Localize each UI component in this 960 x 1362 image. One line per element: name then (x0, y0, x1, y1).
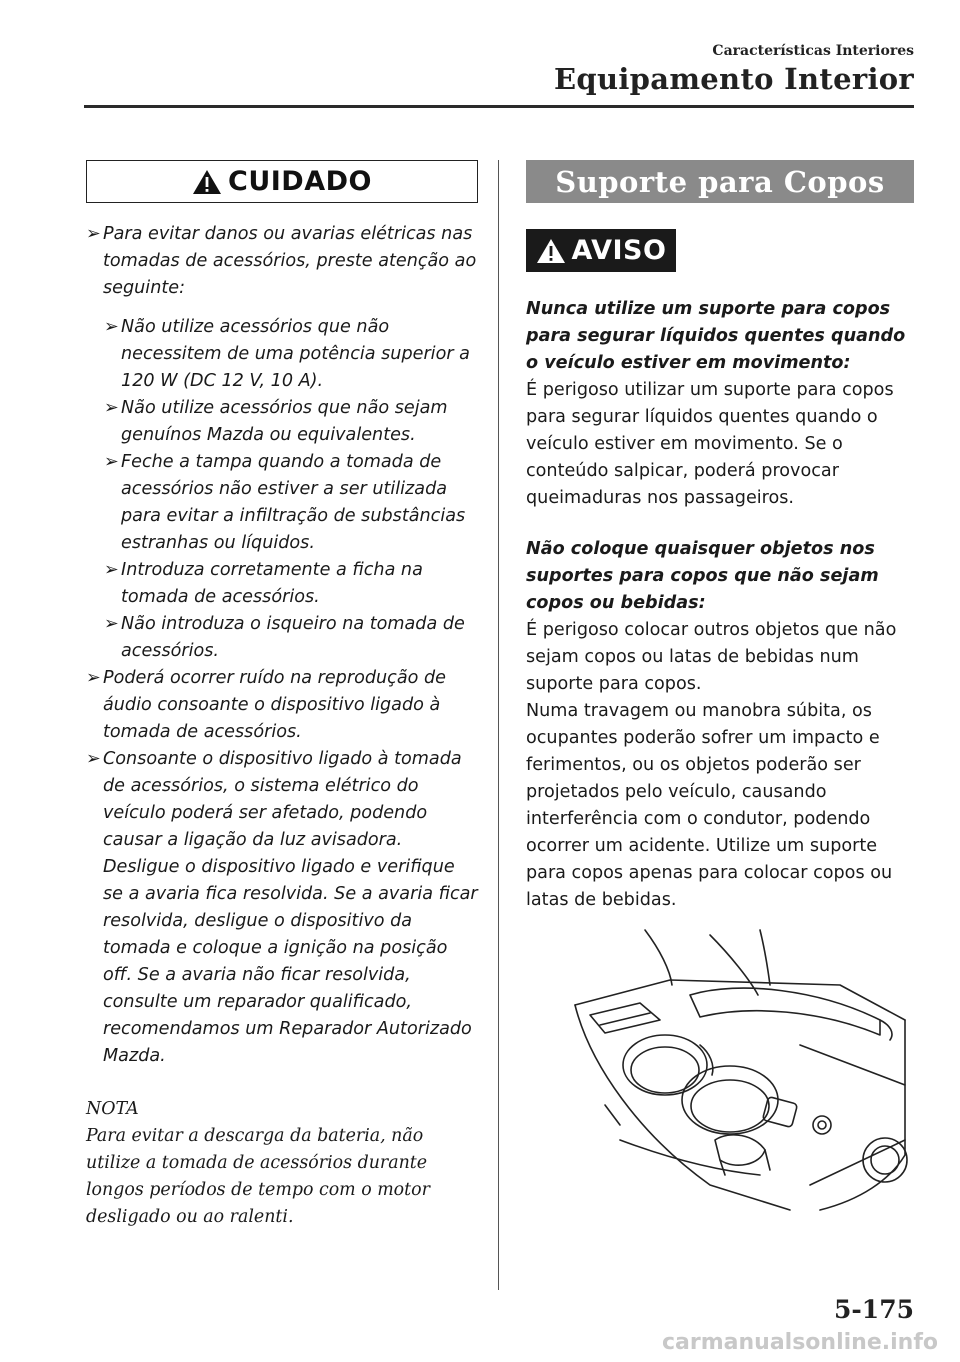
caution-item-text: Poderá ocorrer ruído na reprodução de áudio consoante o dispositivo ligado à tomada de acessórios. (103, 668, 446, 742)
arrow-bullet-icon: ➢ (104, 614, 119, 634)
caution-banner (86, 160, 478, 203)
section-title-bar (526, 160, 914, 203)
caution-subitem (86, 395, 478, 449)
caution-item-text: Introduza corretamente a ficha na tomada de acessórios. (121, 560, 423, 607)
caution-subitem (86, 557, 478, 611)
caution-item (86, 665, 478, 746)
warning-paragraph: Numa travagem ou manobra súbita, os ocupantes poderão sofrer um impacto e ferimentos, ou os objetos poderão ser projetados pelo veículo, causando interferência com o condutor, podendo ocorrer um acidente. Utilize um suporte para copos apenas para colocar copos ou latas de bebidas. (526, 701, 893, 910)
watermark: carmanualsonline.info (662, 1330, 938, 1355)
caution-item-text: Não introduza o isqueiro na tomada de acessórios. (121, 614, 465, 661)
arrow-bullet-icon: ➢ (104, 452, 119, 472)
section-title: Suporte para Copos (555, 164, 885, 199)
caution-subitem (86, 314, 478, 395)
arrow-bullet-icon: ➢ (86, 668, 101, 688)
header-subtitle: Características Interiores (712, 43, 914, 59)
note-title: NOTA (86, 1099, 139, 1119)
warning-heading: Não coloque quaisquer objetos nos suportes para copos que não sejam copos ou bebidas: (526, 539, 879, 613)
cup-holder-illustration (560, 925, 920, 1215)
warning-triangle-icon (192, 169, 222, 195)
caution-item-text: Não utilize acessórios que não necessitem de uma potência superior a 120 W (DC 12 V, 10 A). (121, 317, 470, 391)
caution-item-text: Para evitar danos ou avarias elétricas nas tomadas de acessórios, preste atenção ao seguinte: (103, 224, 477, 298)
warning-banner (526, 229, 676, 272)
note-text: Para evitar a descarga da bateria, não utilize a tomada de acessórios durante longos períodos de tempo com o motor desligado ou ao ralenti. (86, 1126, 430, 1227)
warning-body (526, 296, 914, 914)
left-column (86, 160, 478, 1231)
arrow-bullet-icon: ➢ (86, 749, 101, 769)
arrow-bullet-icon: ➢ (104, 560, 119, 580)
warning-paragraph: É perigoso colocar outros objetos que não sejam copos ou latas de bebidas num suporte para copos. (526, 620, 897, 694)
arrow-bullet-icon: ➢ (104, 317, 119, 337)
warning-label: AVISO (571, 235, 667, 266)
caution-item-text: Não utilize acessórios que não sejam genuínos Mazda ou equivalentes. (121, 398, 448, 445)
page-number: 5-175 (834, 1295, 914, 1324)
warning-triangle-icon (536, 238, 566, 264)
caution-label: CUIDADO (228, 166, 372, 197)
caution-item-text: Consoante o dispositivo ligado à tomada de acessórios, o sistema elétrico do veículo poderá ser afetado, podendo causar a ligação da luz avisadora. Desligue o dispositivo ligado e verifique se a avaria fica resolvida. Se a avaria ficar resolvida, desligue o dispositivo da tomada e coloque a ignição na posição off. Se a avaria não ficar resolvida, consulte um reparador qualificado, recomendamos um Reparador Autorizado Mazda. (103, 749, 478, 1066)
caution-list (86, 221, 478, 1070)
caution-item (86, 746, 478, 1070)
caution-subitem (86, 449, 478, 557)
caution-item-text: Feche a tampa quando a tomada de acessórios não estiver a ser utilizada para evitar a infiltração de substâncias estranhas ou líquidos. (121, 452, 466, 553)
caution-item (86, 221, 478, 302)
column-divider (498, 160, 499, 1290)
arrow-bullet-icon: ➢ (104, 398, 119, 418)
right-column (526, 160, 914, 914)
warning-paragraph: É perigoso utilizar um suporte para copos para segurar líquidos quentes quando o veículo estiver em movimento. Se o conteúdo salpicar, poderá provocar queimaduras nos passageiros. (526, 380, 894, 508)
warning-heading: Nunca utilize um suporte para copos para segurar líquidos quentes quando o veículo estiver em movimento: (526, 299, 906, 373)
caution-subitem (86, 611, 478, 665)
header-rule (84, 105, 914, 108)
header-title: Equipamento Interior (553, 62, 914, 96)
note-block (86, 1096, 478, 1231)
arrow-bullet-icon: ➢ (86, 224, 101, 244)
